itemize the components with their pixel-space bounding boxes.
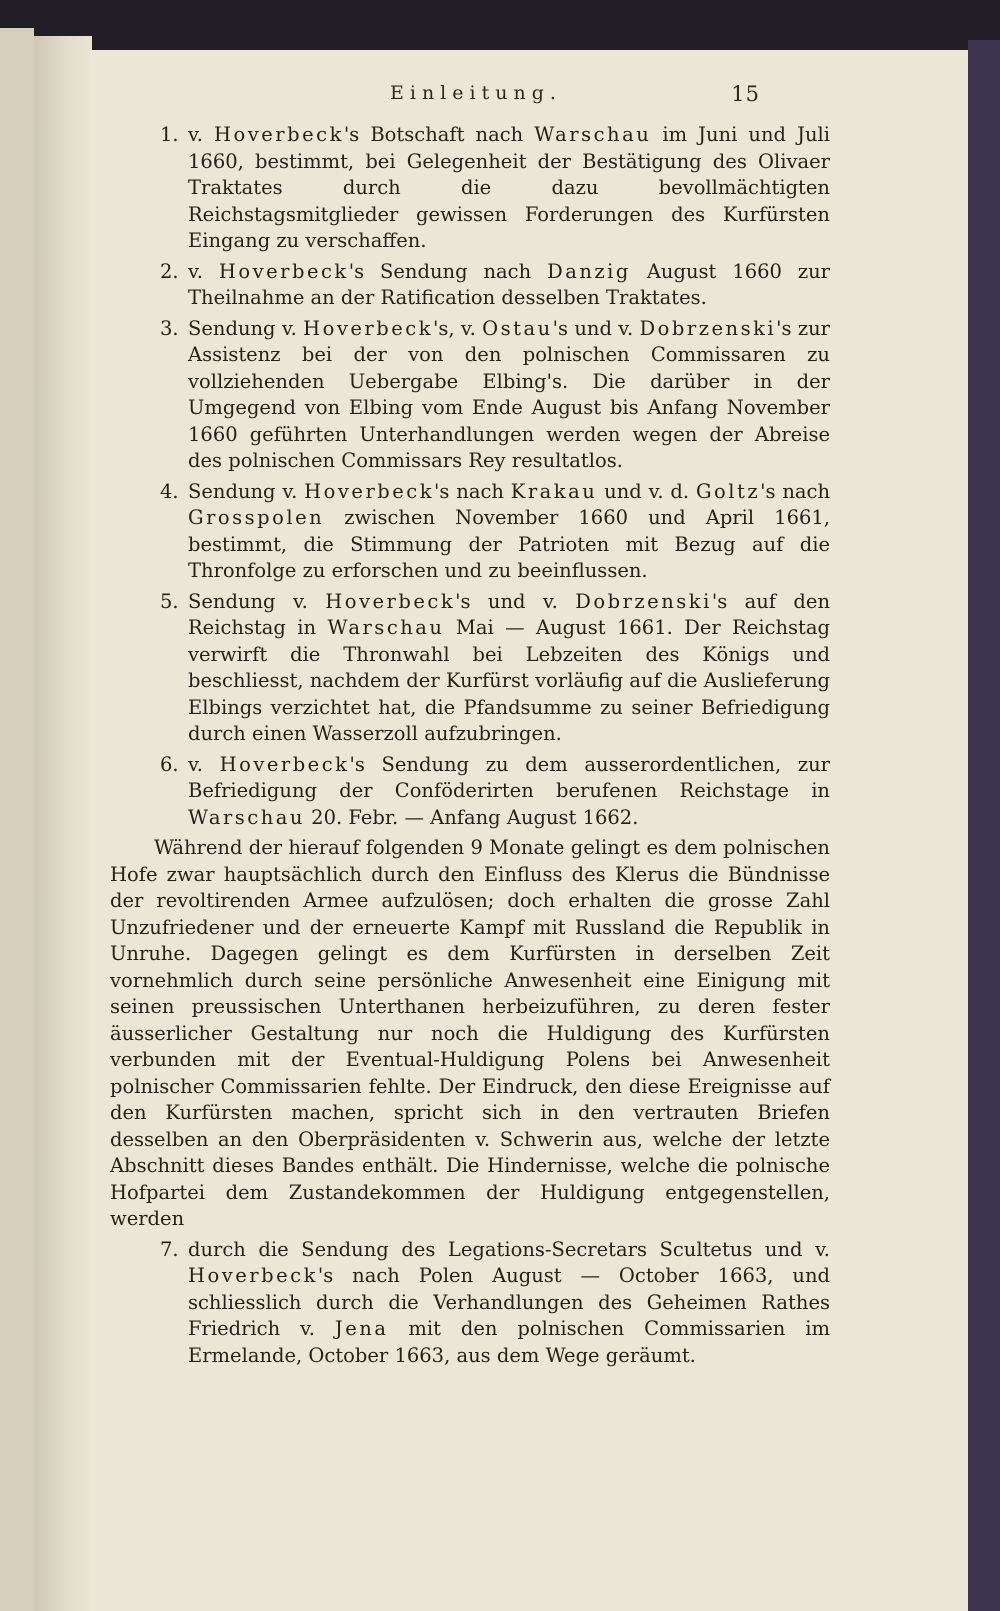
text-run: 's nach Polen August — October 1663, und schliesslich durch die Verhandlungen des Geheimen Rathes Friedrich v.: [188, 1264, 830, 1340]
list-item: [100, 1237, 830, 1370]
spaced-name: Hoverbeck: [219, 752, 350, 776]
spaced-name: Goltz: [695, 479, 761, 503]
list-item-text: [188, 317, 830, 473]
text-run: 's Sendung zu dem ausserordentlichen, zur Befriedigung der Conföderirten berufenen Reichstage in: [188, 752, 830, 802]
running-title: Einleitung.: [390, 82, 562, 104]
list-item: [100, 589, 830, 748]
spaced-name: Danzig: [547, 259, 631, 283]
list-item-number: 4.: [160, 479, 179, 503]
list-item-number: 7.: [160, 1237, 179, 1261]
spaced-name: Hoverbeck: [304, 479, 435, 503]
text-run: 's nach: [760, 479, 830, 503]
numbered-list: [100, 122, 830, 831]
spaced-name: Warschau: [534, 123, 652, 146]
spaced-name: Krakau: [510, 479, 598, 503]
list-item-text: [188, 590, 830, 746]
text-run: im Juni und Juli 1660, bestimmt, bei Gelegenheit der Bestätigung des Olivaer Traktates durch die dazu bevollmächtigten Reichstagsmitglieder gewissen Forderungen des Kurfürsten Eingang zu verschaffen.: [188, 123, 830, 252]
list-item-text: [188, 260, 830, 310]
list-item: [100, 122, 830, 255]
text-run: v.: [188, 123, 214, 146]
text-run: und v. d.: [597, 479, 696, 503]
page-body: [100, 122, 830, 1373]
text-run: 's nach: [434, 479, 511, 503]
spaced-name: Jena: [334, 1317, 389, 1340]
text-run: Mai — August 1661. Der Reichstag verwirft die Thronwahl bei Lebzeiten des Königs und beschliesst, nachdem der Kurfürst vorläufig auf die Auslieferung Elbings verzichtet hat, die Pfandsumme zu seiner Befriedigung durch einen Wasserzoll aufzubringen.: [188, 616, 830, 745]
text-run: zwischen November 1660 und April 1661, bestimmt, die Stimmung der Patrioten mit Bezug auf die Thronfolge zu erforschen und zu beeinflussen.: [188, 506, 830, 582]
list-item: [100, 316, 830, 475]
list-item-number: 5.: [160, 589, 179, 613]
list-item-text: [188, 480, 830, 583]
list-item-text: [188, 1238, 830, 1367]
text-run: v.: [188, 259, 219, 283]
text-run: 's, v.: [433, 316, 483, 340]
list-item: [100, 479, 830, 585]
text-run: 's Sendung nach: [348, 259, 548, 283]
text-run: Sendung v.: [188, 589, 326, 613]
list-item-text: [188, 123, 830, 252]
page-number: 15: [731, 82, 760, 106]
spaced-name: Warschau: [327, 616, 445, 639]
text-run: 20. Febr. — Anfang August 1662.: [304, 805, 639, 829]
spaced-name: Warschau: [188, 805, 305, 829]
book-cover-edge: [968, 40, 1000, 1611]
list-item-number: 6.: [160, 752, 179, 776]
spaced-name: Ostau: [482, 316, 553, 340]
text-run: Sendung v.: [188, 479, 305, 503]
spaced-name: Hoverbeck: [325, 589, 456, 613]
spaced-name: Hoverbeck: [218, 259, 349, 283]
text-run: 's Botschaft nach: [343, 123, 535, 146]
page-header: [280, 82, 760, 112]
text-run: 's und v.: [455, 589, 576, 613]
facing-page-edge: [0, 28, 34, 1611]
scan-background-top: [0, 0, 1000, 50]
spaced-name: Hoverbeck: [303, 316, 433, 340]
list-item-number: 1.: [160, 123, 179, 146]
gutter-shadow: [34, 36, 92, 1611]
spaced-name: Dobrzenski: [575, 589, 712, 613]
spaced-name: Hoverbeck: [214, 123, 344, 146]
list-item-number: 2.: [160, 259, 179, 283]
text-run: 's und v.: [552, 316, 640, 340]
text-run: durch die Sendung des Legations-Secretars Scultetus und v.: [188, 1237, 830, 1261]
list-item: [100, 752, 830, 832]
text-run: Sendung v.: [188, 316, 304, 340]
spaced-name: Grosspolen: [188, 506, 325, 529]
numbered-list-continued: [100, 1237, 830, 1370]
spaced-name: Dobrzenski: [639, 316, 777, 340]
text-run: 's zur Assistenz bei der von den polnischen Commissaren zu vollziehenden Uebergabe Elbing's. Die darüber in der Umgegend von Elbing vom Ende August bis Anfang November 1660 geführten Unterhandlungen werden wegen der Abreise des polnischen Commissars Rey resultatlos.: [188, 316, 830, 472]
spaced-name: Hoverbeck: [188, 1264, 318, 1287]
text-run: mit den polnischen Commissarien im Ermelande, October 1663, aus dem Wege geräumt.: [188, 1317, 830, 1367]
list-item-number: 3.: [160, 316, 179, 340]
body-paragraph: Während der hierauf folgenden 9 Monate gelingt es dem polnischen Hofe zwar hauptsächlich durch den Einfluss des Klerus die Bündnisse der revoltirenden Armee aufzulösen; doch erhalten die grosse Zahl Unzufriedener und der erneuerte Kampf mit Russland die Republik in Unruhe. Dagegen gelingt es dem Kurfürsten in derselben Zeit vornehmlich durch seine persönliche Anwesenheit eine Einigung mit seinen preussischen Unterthanen herbeizuführen, zu deren fester äusserlicher Gestaltung nur noch die Huldigung des Kurfürsten verbunden mit der Eventual-Huldigung Polens bei Anwesenheit polnischer Commissarien fehlte. Der Eindruck, den diese Ereignisse auf den Kurfürsten machen, spricht sich in den vertrauten Briefen desselben an den Oberpräsidenten v. Schwerin aus, welche der letzte Abschnitt dieses Bandes enthält. Die Hindernisse, welche die polnische Hofpartei dem Zustandekommen der Huldigung entgegenstellen, werden: [110, 836, 830, 1230]
list-item-text: [188, 753, 830, 829]
text-run: v.: [188, 752, 220, 776]
text-run: August 1660 zur Theilnahme an der Ratification desselben Traktates.: [188, 259, 830, 309]
list-item: [100, 259, 830, 312]
text-run: 's auf den Reichstag in: [188, 589, 830, 639]
